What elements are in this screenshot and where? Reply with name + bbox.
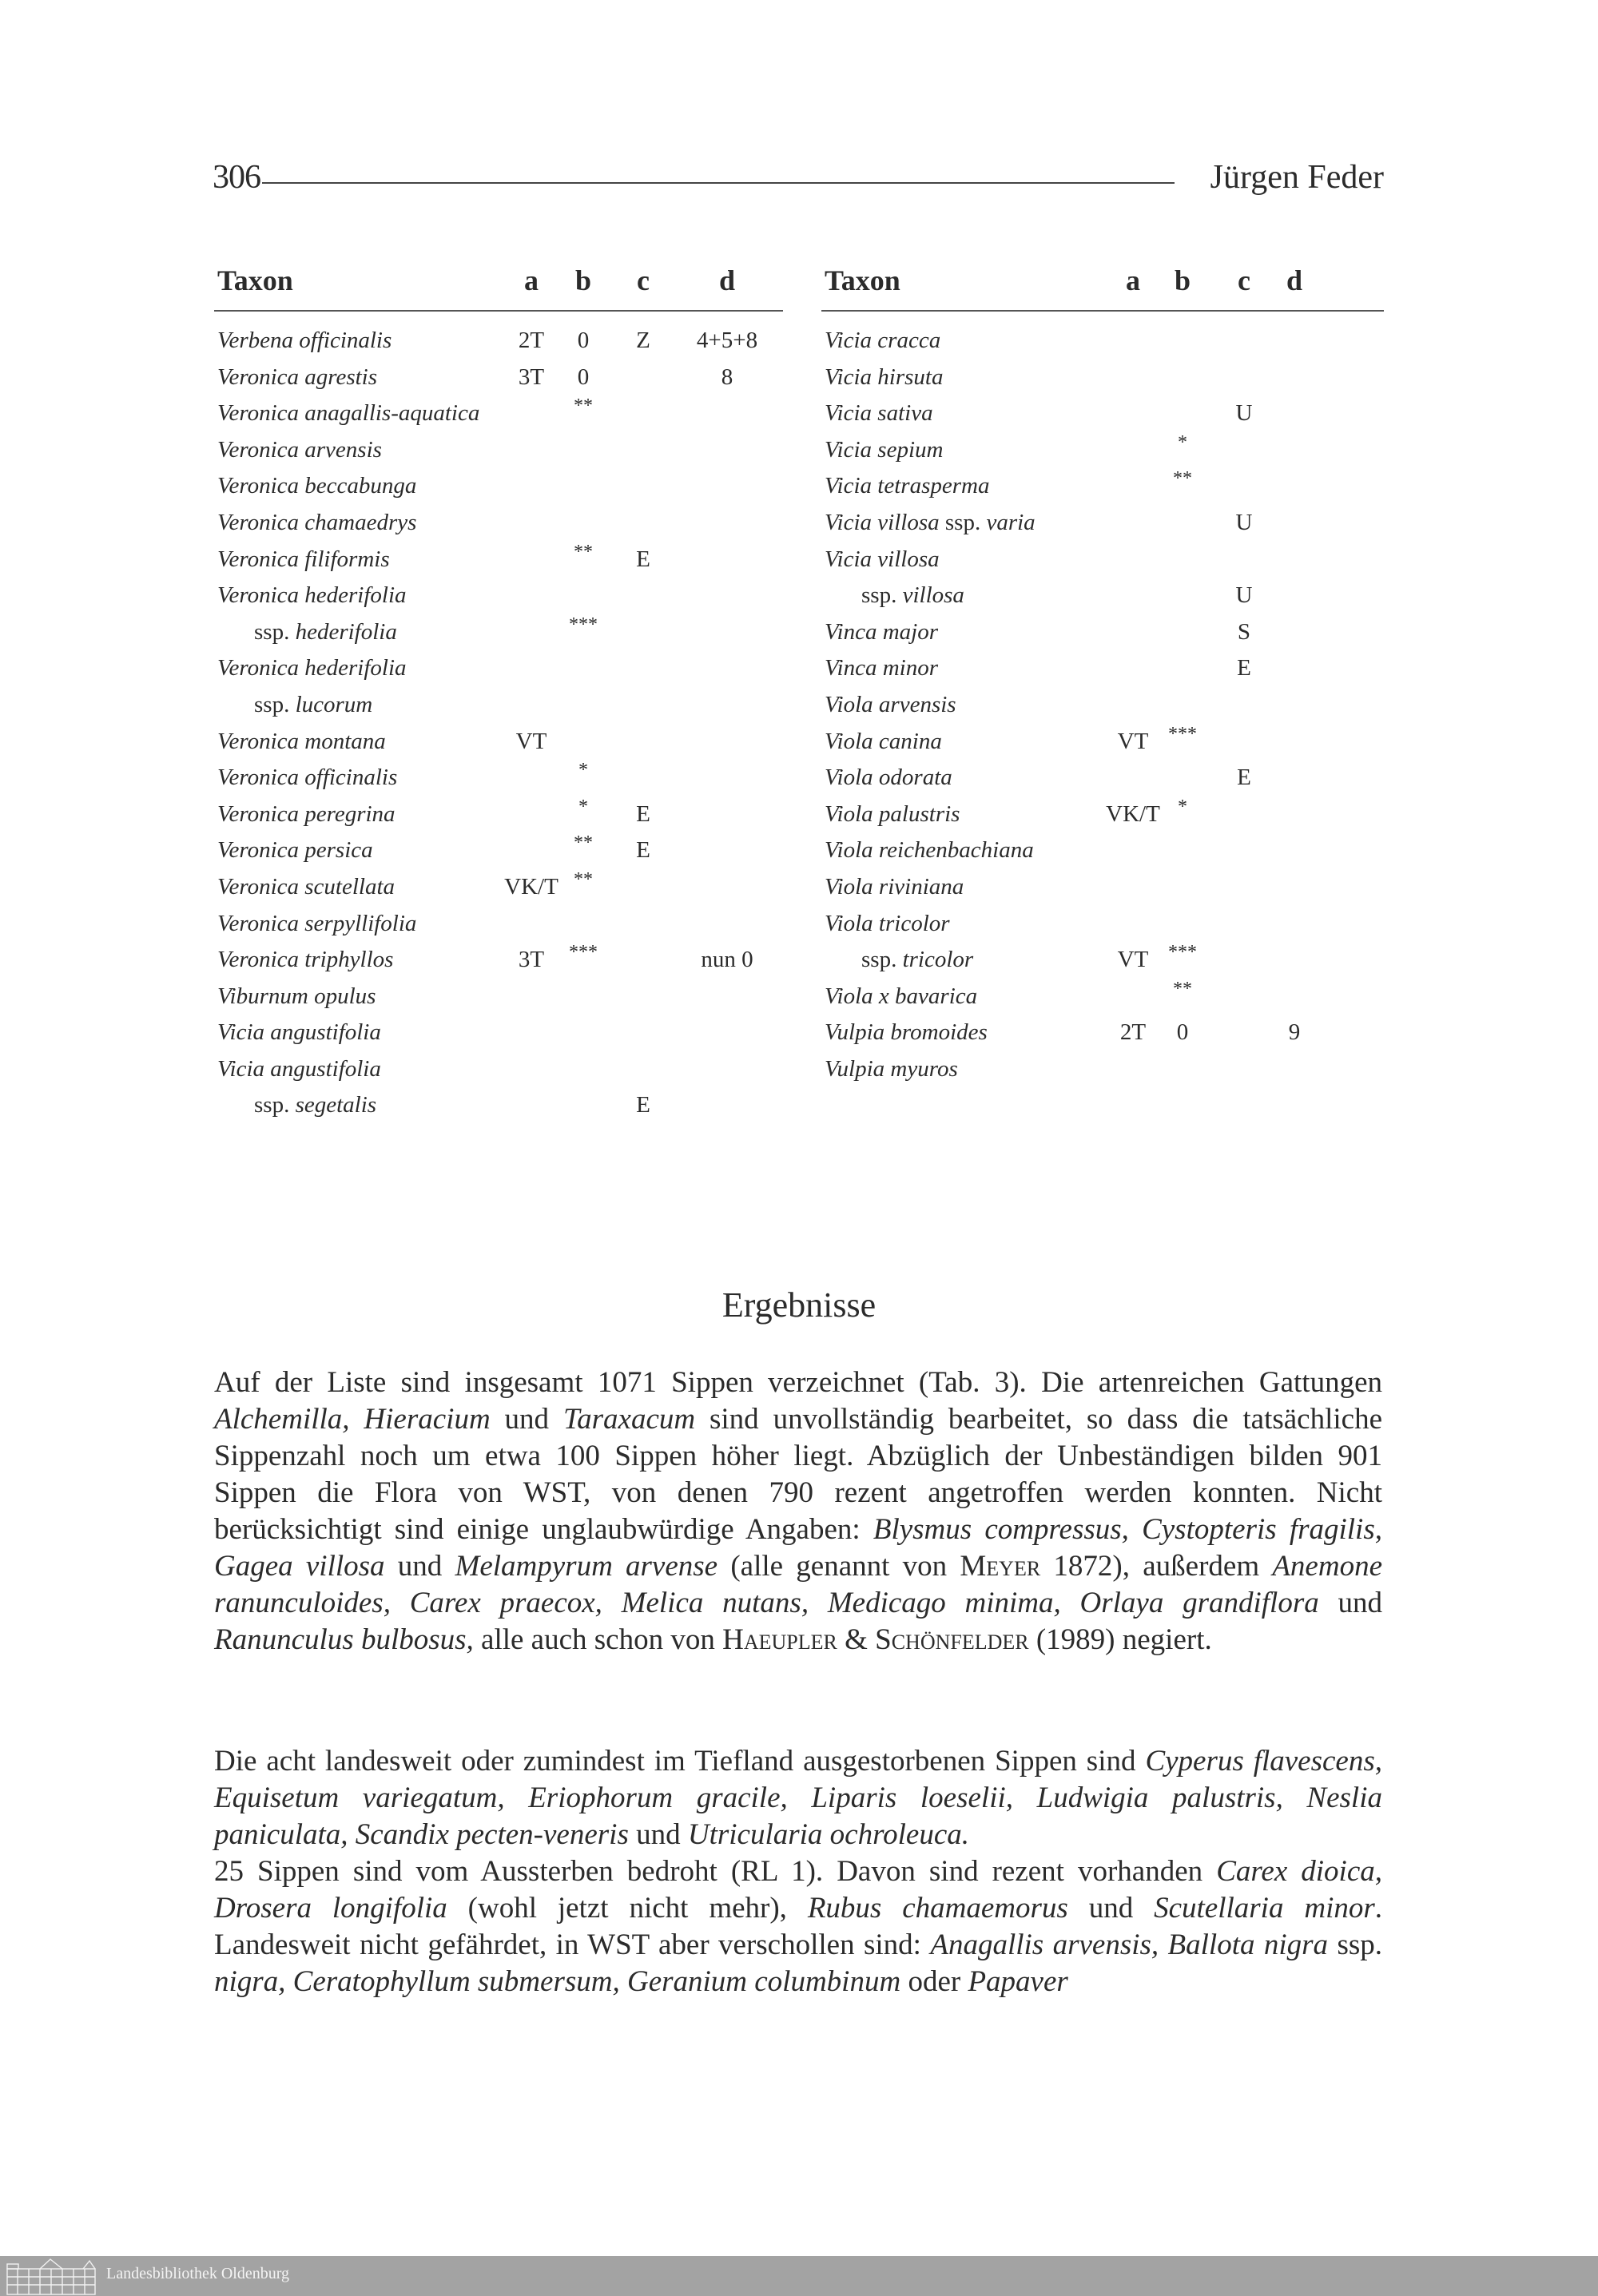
running-head: [213, 158, 1384, 206]
cell-b: ***: [569, 942, 598, 963]
ssp-prefix: ssp.: [254, 691, 296, 717]
table-row: [821, 979, 1384, 1015]
taxon-name: [825, 765, 952, 791]
cell-d: 8: [721, 363, 733, 390]
table-row: [214, 323, 783, 359]
taxon-name: [825, 1019, 988, 1046]
cell-b: *: [1178, 431, 1187, 453]
taxon-name: [825, 473, 989, 499]
taxon-epithet: Viola x bavarica: [825, 983, 978, 1009]
table-row: [214, 614, 783, 651]
header-c: c: [637, 264, 650, 296]
table-row: [214, 687, 783, 724]
taxon-name: [825, 983, 977, 1010]
taxon-epithet: Veronica anagallis-aquatica: [217, 400, 480, 427]
taxon-epithet: Vicia hirsuta: [825, 363, 944, 390]
table-row: [214, 832, 783, 869]
taxon-epithet: lucorum: [295, 691, 373, 717]
taxon-name: [217, 947, 393, 973]
table-row: [214, 942, 783, 979]
taxon-epithet: Vicia angustifolia: [217, 1055, 381, 1082]
table-header: [821, 264, 1384, 310]
table-row: [821, 687, 1384, 724]
taxon-name: [825, 1056, 958, 1082]
taxon-epithet: Veronica hederifolia: [217, 655, 407, 681]
taxon-table-right: [821, 264, 1384, 1087]
taxon-epithet: Vicia angustifolia: [217, 1019, 381, 1046]
taxon-epithet: Vicia tetrasperma: [825, 473, 990, 499]
header-taxon: Taxon: [825, 264, 900, 296]
cell-b: **: [1173, 468, 1192, 490]
table-row: [821, 395, 1384, 432]
taxon-epithet: villosa: [902, 582, 964, 609]
table-row: [821, 323, 1384, 359]
taxon-name: [217, 510, 416, 536]
taxon-name: [825, 437, 943, 463]
taxon-epithet: Vicia sativa: [825, 400, 933, 427]
cell-a: 2T: [1119, 1019, 1147, 1046]
text-run: und: [1067, 1892, 1155, 1925]
table-row: [821, 614, 1384, 651]
taxon-name: [217, 729, 386, 755]
taxon-epithet: Veronica hederifolia: [217, 582, 407, 609]
page-number: 306: [213, 159, 260, 196]
taxon-name: [825, 400, 933, 427]
table-row: [821, 869, 1384, 906]
text-run: Die acht landesweit oder zumindest im Tiefland ausgestorbenen Sippen sind: [214, 1745, 1146, 1778]
table-row: [214, 1087, 783, 1124]
taxon-name: [217, 801, 396, 828]
taxon-name: [217, 1056, 381, 1082]
taxon-name: [825, 692, 956, 718]
text-run: und: [490, 1403, 563, 1436]
taxon-name: [217, 328, 392, 354]
taxon-table-left: [214, 264, 783, 1124]
taxon-name: [861, 947, 973, 973]
taxon-name: [254, 619, 397, 646]
header-c: c: [1238, 264, 1250, 296]
taxon-name: [825, 619, 938, 646]
taxon-name: [254, 1092, 376, 1118]
table-row: [214, 432, 783, 469]
header-d: d: [1286, 264, 1303, 296]
cell-d: nun 0: [701, 947, 753, 973]
table-row: [214, 869, 783, 906]
table-row: [214, 760, 783, 796]
text-run: und: [628, 1818, 688, 1851]
cell-b: ***: [1168, 942, 1197, 963]
subspecies-epithet: varia: [986, 509, 1036, 535]
italic-taxon: Blysmus compressus, Cystopteris fragilis, Gagea villosa: [214, 1513, 1382, 1583]
taxon-epithet: Vulpia bromoides: [825, 1019, 988, 1046]
taxon-epithet: Vicia villosa: [825, 546, 940, 572]
italic-taxon: Utricularia ochroleuca.: [687, 1818, 969, 1851]
text-run: 1872), außerdem: [1040, 1550, 1273, 1583]
taxon-name: [217, 364, 377, 391]
header-rule: [214, 310, 783, 312]
author-citation: Meyer: [960, 1550, 1041, 1583]
cell-c: E: [636, 546, 650, 572]
header-rule: [821, 310, 1384, 312]
cell-a: 2T: [518, 328, 545, 353]
taxon-epithet: Vicia sepium: [825, 436, 944, 463]
taxon-epithet: Verbena officinalis: [217, 328, 392, 353]
taxon-name: [825, 837, 1034, 864]
taxon-epithet: Viola riviniana: [825, 873, 964, 900]
cell-c: S: [1237, 618, 1251, 645]
ssp-prefix: ssp.: [861, 947, 903, 973]
table-row: [821, 578, 1384, 614]
header-b: b: [1174, 264, 1191, 296]
cell-b: **: [574, 395, 593, 417]
table-row: [821, 760, 1384, 796]
taxon-epithet: Veronica chamaedrys: [217, 509, 417, 535]
text-run: und: [1318, 1587, 1383, 1619]
italic-taxon: Anemone ranunculoides, Carex praecox, Melica nutans, Medicago minima, Orlaya grandiflora: [214, 1550, 1382, 1619]
taxon-epithet: Veronica arvensis: [217, 436, 382, 463]
cell-b: 0: [577, 363, 590, 390]
text-run: und: [384, 1550, 455, 1583]
cell-a: 3T: [518, 947, 545, 973]
cell-b: **: [574, 868, 593, 890]
text-run: &: [837, 1623, 876, 1656]
table-row: [214, 796, 783, 833]
taxon-name: [254, 692, 372, 718]
table-row: [214, 542, 783, 578]
header-b: b: [574, 264, 592, 296]
table-row: [214, 505, 783, 542]
ssp-prefix: ssp.: [254, 618, 296, 645]
cell-a: VT: [515, 728, 547, 754]
taxon-name: [217, 983, 376, 1010]
table-row: [214, 906, 783, 943]
taxon-epithet: Vinca minor: [825, 655, 939, 681]
text-run: 25 Sippen sind vom Aussterben bedroht (RL 1). Davon sind rezent vorhanden: [214, 1855, 1217, 1888]
taxon-name: [217, 473, 416, 499]
text-run: sind unvollständig bearbeitet, so dass die tatsächliche Sippenzahl noch um etwa 100 Sippen höher liegt. Abzüglich der Unbeständigen bilden 901 Sippen die Flora von WST, von denen 790 rezent angetroffen werden konnten. Nicht berücksichtigt sind einige unglaubwürdige Angaben:: [214, 1403, 1383, 1546]
ssp-infix: ssp.: [939, 509, 987, 535]
author-citation: Schönfelder: [875, 1623, 1029, 1656]
cell-b: 0: [1176, 1019, 1189, 1046]
taxon-epithet: Veronica peregrina: [217, 800, 396, 827]
taxon-epithet: Veronica beccabunga: [217, 473, 417, 499]
taxon-name: [217, 437, 382, 463]
italic-taxon: nigra, Ceratophyllum submersum, Geranium columbinum: [214, 1965, 901, 1998]
italic-taxon: Papaver: [968, 1965, 1068, 1998]
table-row: [821, 832, 1384, 869]
taxon-epithet: Veronica serpyllifolia: [217, 910, 417, 936]
taxon-name: [861, 582, 964, 609]
table-row: [214, 1051, 783, 1088]
header-a: a: [1126, 264, 1140, 296]
taxon-epithet: Veronica officinalis: [217, 765, 398, 791]
italic-taxon: Anagallis arvensis, Ballota nigra: [930, 1929, 1329, 1961]
ssp-prefix: ssp.: [254, 1092, 296, 1118]
taxon-epithet: Veronica persica: [217, 837, 373, 864]
taxon-name: [825, 801, 960, 828]
taxon-name: [825, 546, 940, 573]
cell-b: *: [1178, 796, 1187, 817]
table-row: [214, 359, 783, 396]
taxon-name: [217, 582, 407, 609]
taxon-name: [217, 400, 479, 427]
cell-b: **: [574, 541, 593, 562]
section-heading: Ergebnisse: [721, 1285, 877, 1325]
taxon-name: [217, 765, 397, 791]
taxon-name: [825, 364, 943, 391]
header-d: d: [718, 264, 736, 296]
cell-c: Z: [636, 328, 650, 353]
taxon-epithet: Veronica agrestis: [217, 363, 378, 390]
taxon-epithet: Vicia villosa: [825, 509, 940, 535]
taxon-name: [825, 510, 1036, 536]
table-row: [821, 542, 1384, 578]
text-run: . Landesweit nicht gefährdet, in WST aber verschollen sind:: [214, 1892, 1382, 1961]
table-row: [821, 359, 1384, 396]
italic-taxon: Taraxacum: [562, 1403, 696, 1436]
taxon-epithet: Viola arvensis: [825, 691, 956, 717]
cell-d: 9: [1288, 1019, 1301, 1046]
taxon-name: [825, 729, 942, 755]
taxon-epithet: Viola reichenbachiana: [825, 837, 1034, 864]
taxon-name: [217, 837, 373, 864]
text-run: alle auch schon von: [473, 1623, 723, 1656]
taxon-epithet: Viola tricolor: [825, 910, 950, 936]
taxon-name: [217, 911, 416, 937]
paragraph: [214, 1853, 1382, 2000]
cell-c: E: [636, 837, 650, 864]
taxon-name: [217, 655, 407, 681]
taxon-epithet: Viola odorata: [825, 765, 952, 791]
taxon-epithet: Veronica montana: [217, 728, 386, 754]
italic-taxon: Rubus chamaemorus: [807, 1892, 1068, 1925]
italic-taxon: Alchemilla, Hieracium: [214, 1403, 491, 1436]
body-text-block-1: [214, 1364, 1382, 1658]
table-body: [821, 323, 1384, 1087]
text-run: (wohl jetzt nicht mehr),: [447, 1892, 808, 1925]
text-run: (alle genannt von: [718, 1550, 960, 1583]
paragraph: [214, 1743, 1382, 1853]
cell-b: ***: [569, 614, 598, 635]
body-text-block-2: [214, 1743, 1382, 2000]
cell-c: E: [636, 1092, 650, 1118]
italic-taxon: Cyperus flavescens, Equisetum variegatum, Eriophorum gracile, Liparis loeselii, Ludwigia palustris, Neslia paniculata, Scandix pecten-veneris: [214, 1745, 1382, 1851]
table-header: [214, 264, 783, 310]
italic-taxon: Ranunculus bulbosus,: [214, 1623, 474, 1656]
table-row: [821, 432, 1384, 469]
taxon-epithet: Veronica filiformis: [217, 546, 390, 572]
taxon-name: [217, 874, 395, 900]
cell-c: U: [1235, 582, 1253, 609]
taxon-epithet: Viburnum opulus: [217, 983, 376, 1009]
taxon-name: [825, 874, 964, 900]
table-row: [821, 505, 1384, 542]
text-run: (1989) negiert.: [1028, 1623, 1212, 1656]
table-row: [821, 1015, 1384, 1051]
table-row: [821, 650, 1384, 687]
taxon-name: [825, 911, 950, 937]
taxon-epithet: Vulpia myuros: [825, 1055, 958, 1082]
table-row: [214, 468, 783, 505]
taxon-epithet: Vicia cracca: [825, 328, 941, 353]
taxon-name: [825, 655, 938, 681]
author-citation: Haeupler: [722, 1623, 837, 1656]
text-run: Auf der Liste sind insgesamt 1071 Sippen verzeichnet (Tab. 3). Die artenreichen Gattungen: [214, 1366, 1382, 1399]
library-name: Landesbibliothek Oldenburg: [106, 2265, 290, 2282]
cell-c: E: [1237, 655, 1251, 681]
cell-b: **: [574, 832, 593, 854]
library-footer-bar: [0, 2256, 1598, 2296]
italic-taxon: Scutellaria minor: [1154, 1892, 1375, 1925]
table-row: [821, 796, 1384, 833]
taxon-name: [217, 546, 390, 573]
cell-c: E: [636, 800, 650, 827]
table-row: [214, 395, 783, 432]
italic-taxon: Melampyrum arvense: [455, 1550, 718, 1583]
cell-b: *: [578, 760, 588, 781]
table-row: [821, 468, 1384, 505]
table-row: [214, 650, 783, 687]
cell-b: *: [578, 796, 588, 817]
library-building-icon: [5, 2258, 99, 2296]
taxon-epithet: Viola palustris: [825, 800, 960, 827]
cell-d: 4+5+8: [696, 328, 758, 353]
cell-a: VK/T: [1106, 800, 1160, 827]
taxon-epithet: Veronica scutellata: [217, 873, 396, 900]
taxon-name: [217, 1019, 381, 1046]
taxon-epithet: tricolor: [902, 947, 974, 973]
cell-b: 0: [577, 328, 590, 353]
cell-a: VT: [1117, 947, 1149, 973]
ssp-prefix: ssp.: [861, 582, 903, 609]
header-taxon: Taxon: [217, 264, 293, 296]
cell-b: ***: [1168, 723, 1197, 745]
table-row: [821, 906, 1384, 943]
table-row: [821, 1051, 1384, 1088]
taxon-epithet: Viola canina: [825, 728, 942, 754]
cell-b: **: [1173, 978, 1192, 999]
taxon-epithet: segetalis: [295, 1092, 377, 1118]
taxon-epithet: hederifolia: [295, 618, 397, 645]
table-row: [821, 942, 1384, 979]
cell-a: 3T: [518, 363, 545, 390]
table-row: [214, 578, 783, 614]
table-row: [214, 979, 783, 1015]
taxon-name: [825, 328, 940, 354]
table-body: [214, 323, 783, 1124]
cell-c: U: [1235, 400, 1253, 427]
table-row: [821, 724, 1384, 761]
cell-a: VK/T: [504, 873, 559, 900]
italic-taxon: Carex dioica, Drosera longifolia: [214, 1855, 1382, 1925]
text-run: ssp.: [1328, 1929, 1383, 1961]
taxon-epithet: Veronica triphyllos: [217, 947, 394, 973]
table-row: [214, 1015, 783, 1051]
paragraph: [214, 1364, 1382, 1658]
cell-c: U: [1235, 509, 1253, 535]
taxon-epithet: Vinca major: [825, 618, 939, 645]
text-run: oder: [900, 1965, 968, 1998]
table-row: [214, 724, 783, 761]
cell-a: VT: [1117, 728, 1149, 754]
header-a: a: [524, 264, 539, 296]
header-rule: [262, 182, 1175, 184]
cell-c: E: [1237, 765, 1251, 791]
author-name: Jürgen Feder: [1210, 159, 1384, 196]
